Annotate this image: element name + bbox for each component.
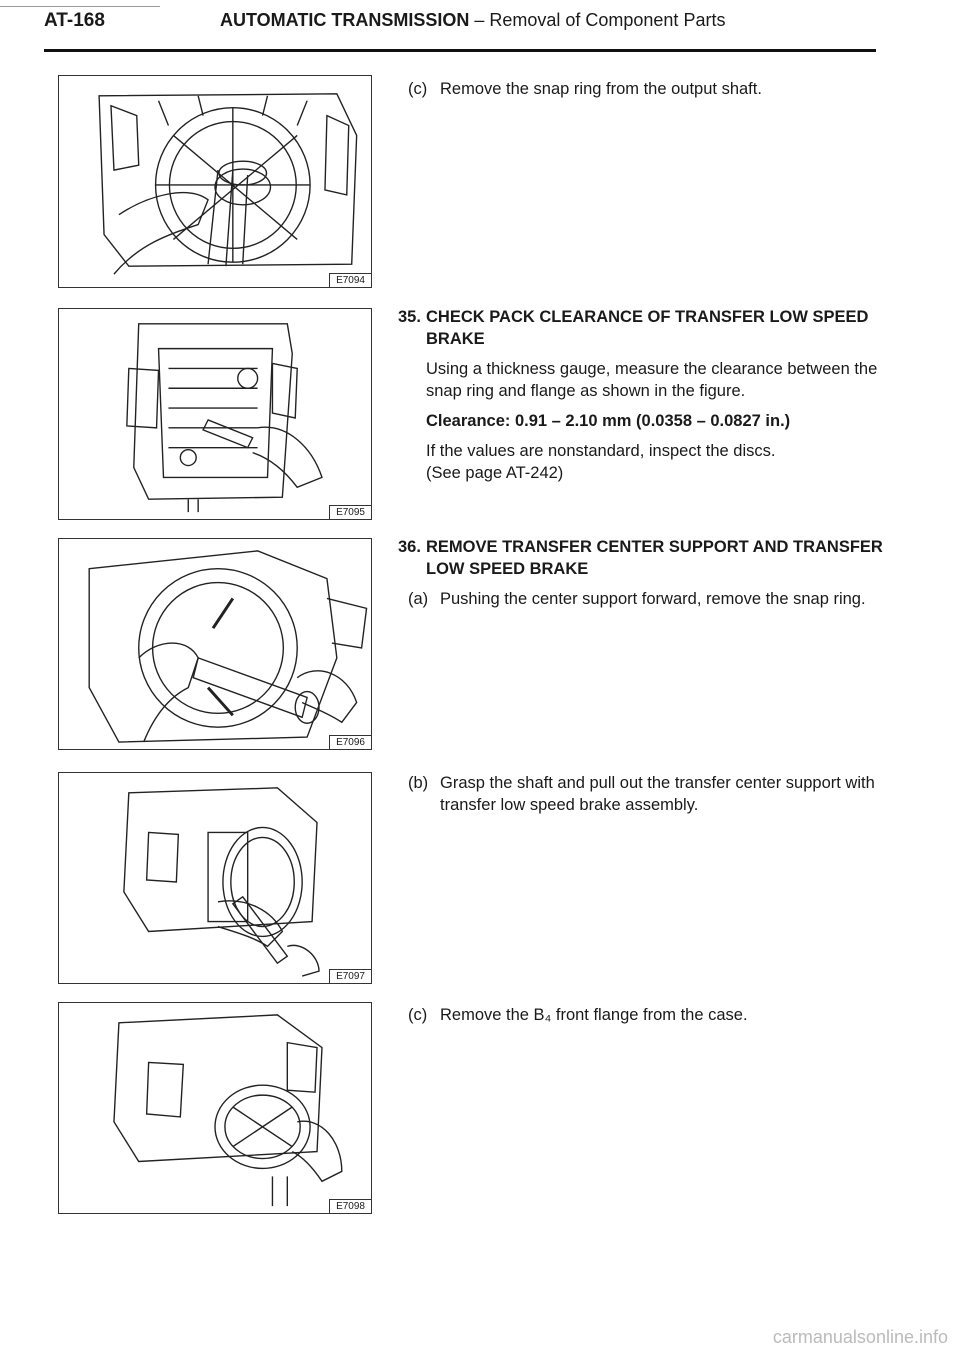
step-number: 35. — [398, 308, 421, 326]
figure-e7097 — [58, 772, 372, 984]
figure-e7097-illustration — [59, 773, 371, 983]
figure-code: E7094 — [329, 273, 371, 287]
substep-label: (c) — [408, 80, 428, 98]
figure-e7094-illustration — [59, 76, 371, 287]
figure-e7098 — [58, 1002, 372, 1214]
page-header — [44, 4, 880, 50]
page-title-main: AUTOMATIC TRANSMISSION — [220, 10, 470, 30]
page-number: AT-168 — [44, 10, 105, 31]
figure-e7096-illustration — [59, 539, 371, 749]
site-watermark: carmanualsonline.info — [772, 1327, 948, 1347]
figure-e7095 — [58, 308, 372, 520]
substep-text: Grasp the shaft and pull out the transfer center support with transfer low speed brake assembly. — [440, 774, 875, 814]
figure-code: E7098 — [329, 1199, 371, 1213]
page-reference: (See page AT-242) — [426, 464, 564, 482]
page-title-sub: – Removal of Component Parts — [469, 10, 726, 30]
step-paragraph: Using a thickness gauge, measure the clearance between the snap ring and flange as shown in the figure. — [426, 360, 878, 400]
substep-label: (c) — [408, 1006, 428, 1024]
figure-code: E7097 — [329, 969, 371, 983]
substep — [398, 772, 888, 816]
step-title: CHECK PACK CLEARANCE OF TRANSFER LOW SPEED BRAKE — [426, 308, 869, 348]
page-title — [220, 10, 725, 31]
substep-label: (a) — [408, 590, 429, 608]
step-34c — [398, 78, 888, 100]
figure-e7095-illustration — [59, 309, 371, 519]
figure-e7096 — [58, 538, 372, 750]
figure-e7094 — [58, 75, 372, 288]
step-36b — [398, 772, 888, 816]
step-number: 36. — [398, 538, 421, 556]
substep-text: Pushing the center support forward, remove the snap ring. — [440, 590, 866, 608]
figure-code: E7096 — [329, 735, 371, 749]
substep-text: Remove the B₄ front flange from the case. — [440, 1006, 748, 1024]
figure-e7098-illustration — [59, 1003, 371, 1213]
step-36c — [398, 1004, 888, 1026]
figure-code: E7095 — [329, 505, 371, 519]
clearance-spec: Clearance: 0.91 – 2.10 mm (0.0358 – 0.0827 in.) — [426, 412, 791, 430]
header-rule — [44, 49, 876, 52]
step-paragraph: If the values are nonstandard, inspect the discs. — [426, 442, 776, 460]
substep — [398, 1004, 888, 1026]
step-title: REMOVE TRANSFER CENTER SUPPORT AND TRANSFER LOW SPEED BRAKE — [426, 538, 883, 578]
step-36 — [398, 536, 888, 610]
substep — [398, 588, 888, 610]
substep-text: Remove the snap ring from the output shaft. — [440, 80, 762, 98]
step-35 — [398, 306, 888, 484]
substep-label: (b) — [408, 774, 429, 792]
substep — [398, 78, 888, 100]
